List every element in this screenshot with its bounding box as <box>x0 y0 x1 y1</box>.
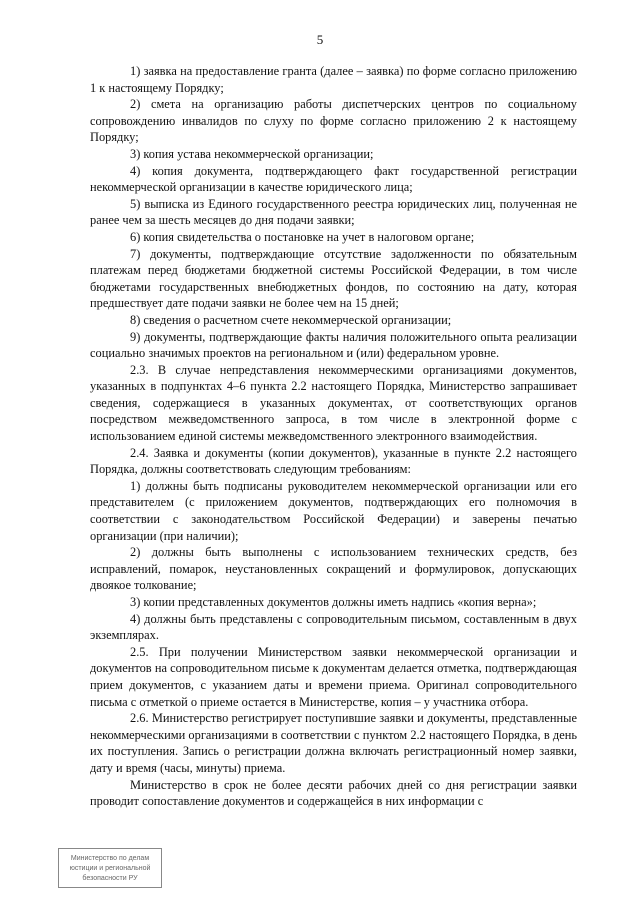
list-item: 1) заявка на предоставление гранта (далее – заявка) по форме согласно приложению 1 к настоящему Порядку; <box>90 64 577 95</box>
list-item: 4) копия документа, подтверждающего факт государственной регистрации некоммерческой организации в качестве юридического лица; <box>90 163 577 195</box>
section-paragraph: Министерство в срок не более десяти рабочих дней со дня регистрации заявки проводит сопоставление документов и содержащейся в них информации с <box>90 777 577 809</box>
stamp-line: безопасности РУ <box>82 875 138 882</box>
list-item: 1) должны быть подписаны руководителем некоммерческой организации или его представителем (с приложением документов, подтверждающих его полномочия в соответствии с законодательством Российской Федерации) и заверены печатью организации (при наличии); <box>90 478 577 543</box>
list-item: 2) должны быть выполнены с использованием технических средств, без исправлений, помарок, неустановленных сокращений и формулировок, допускающих двоякое толкование; <box>90 545 577 593</box>
section-paragraph: 2.5. При получении Министерством заявки некоммерческой организации и документов на сопроводительном письме к документам делается отметка, подтверждающая прием документов, с указанием даты и времени приема. Оригинал сопроводительного письма с отметкой о приеме остается в Министерстве, копия – у участника отбора. <box>90 644 577 709</box>
list-item: 6) копия свидетельства о постановке на учет в налоговом органе; <box>130 229 475 244</box>
list-item: 5) выписка из Единого государственного реестра юридических лиц, полученная не ранее чем за шесть месяцев до дня подачи заявки; <box>90 196 577 228</box>
list-item: 4) должны быть представлены с сопроводительным письмом, составленным в двух экземплярах. <box>90 611 577 643</box>
list-item: 3) копия устава некоммерческой организации; <box>130 146 374 161</box>
list-item: 3) копии представленных документов должны иметь надпись «копия верна»; <box>130 595 537 609</box>
registration-stamp <box>58 848 162 888</box>
stamp-line: Министерство по делам <box>70 855 150 862</box>
list-item: 2) смета на организацию работы диспетчерских центров по социальному сопровождению инвалидов по слуху по форме согласно приложению 2 к настоящему Порядку; <box>90 97 577 145</box>
stamp-line: юстиции и региональной <box>69 865 151 872</box>
section-paragraph: 2.3. В случае непредставления некоммерческими организациями документов, указанных в подпунктах 4–6 пункта 2.2 настоящего Порядка, Министерство запрашивает сведения, содержащиеся в указанных документах, от соответствующих органов посредством межведомственного запроса, в том числе в электронной форме с использованием единой системы межведомственного электронного взаимодействия. <box>90 362 577 444</box>
page-number: 5 <box>316 32 324 47</box>
list-item: 9) документы, подтверждающие факты наличия положительного опыта реализации социально значимых проектов на региональном и (или) федеральном уровне. <box>90 329 577 361</box>
list-item: 8) сведения о расчетном счете некоммерческой организации; <box>130 312 452 327</box>
section-paragraph: 2.6. Министерство регистрирует поступившие заявки и документы, представленные некоммерческими организациями в соответствии с пунктом 2.2 настоящего Порядка, в день их поступления. Запись о регистрации должна включать регистрационный номер заявки, дату и время (часы, минуты) приема. <box>90 711 577 775</box>
document-body <box>90 63 577 810</box>
section-paragraph: 2.4. Заявка и документы (копии документов), указанные в пункте 2.2 настоящего Порядка, должны соответствовать следующим требованиям: <box>90 445 577 477</box>
list-item: 7) документы, подтверждающие отсутствие задолженности по обязательным платежам перед бюджетами бюджетной системы Российской Федерации, в том числе бюджетами государственных внебюджетных фондов, по состоянию на дату, которая предшествует дате подачи заявки не более чем на 15 дней; <box>90 246 577 311</box>
